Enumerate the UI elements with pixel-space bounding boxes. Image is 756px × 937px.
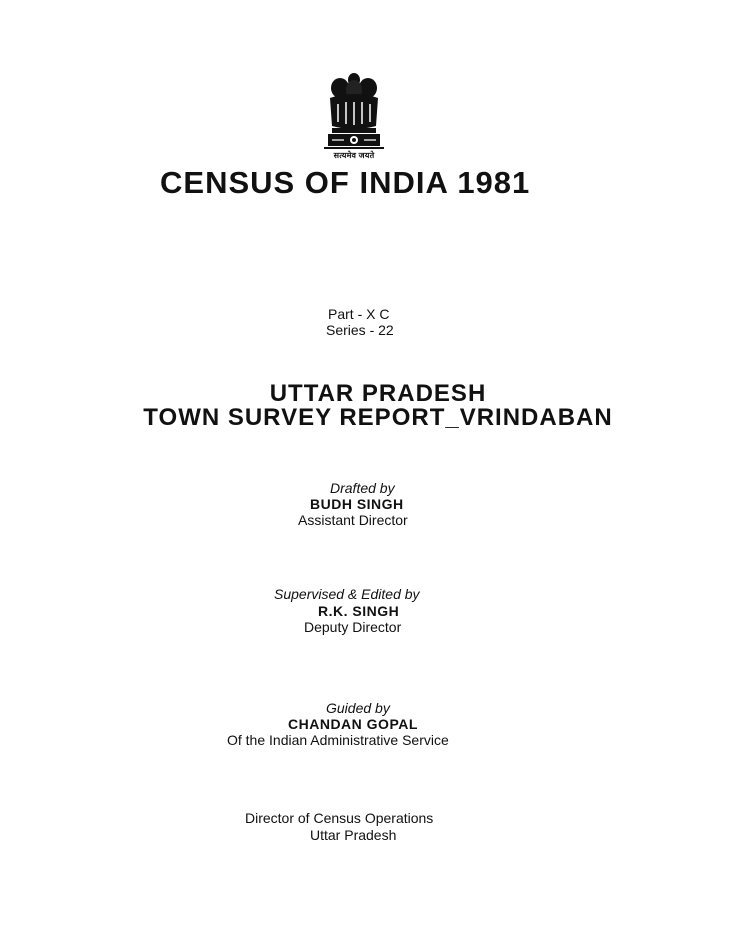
office-line-2: Uttar Pradesh (310, 827, 397, 843)
part-label: Part - X C (328, 306, 390, 322)
guided-by-label: Guided by (326, 700, 390, 716)
office-line-1: Director of Census Operations (245, 810, 434, 826)
report-title: TOWN SURVEY REPORT_VRINDABAN (143, 404, 613, 431)
state-heading: UTTAR PRADESH (269, 380, 487, 407)
guided-by-designation: Of the Indian Administrative Service (227, 732, 449, 748)
drafted-by-label: Drafted by (330, 480, 395, 496)
supervised-by-name: R.K. SINGH (318, 603, 400, 619)
drafted-by-name: BUDH SINGH (310, 496, 404, 512)
supervised-by-designation: Deputy Director (304, 619, 402, 635)
supervised-by-label: Supervised & Edited by (274, 586, 420, 602)
drafted-by-designation: Assistant Director (298, 512, 408, 528)
series-label: Series - 22 (326, 322, 394, 338)
emblem-motto: सत्यमेव जयते (333, 151, 375, 160)
page-title: CENSUS OF INDIA 1981 (160, 165, 531, 200)
guided-by-name: CHANDAN GOPAL (288, 716, 418, 732)
